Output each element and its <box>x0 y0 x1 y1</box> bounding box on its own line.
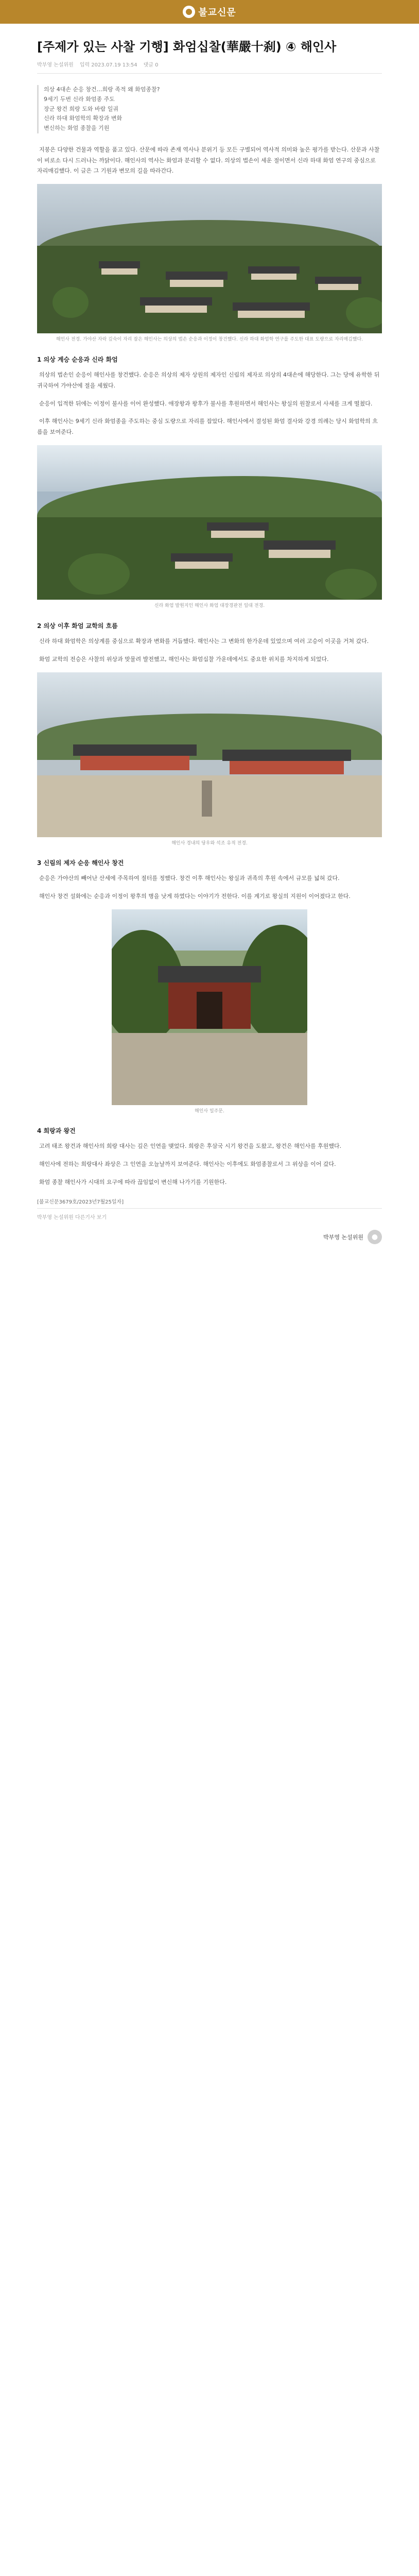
reporter-card[interactable] <box>37 1230 382 1244</box>
subhead-line: 변신하는 화엄 종찰을 기원 <box>44 124 110 131</box>
paragraph: 화엄 교학의 전승은 사찰의 위상과 맞물려 발전했고, 해인사는 화엄십찰 가운데에서도 중요한 위치를 차지하게 되었다. <box>39 655 329 663</box>
photo-caption: 해인사 일주문. <box>195 1108 224 1114</box>
author[interactable]: 박부영 논설위원 <box>37 62 74 69</box>
article-meta <box>37 60 382 74</box>
section-heading: 1 의상 계승 순응과 신라 화엄 <box>37 355 118 363</box>
section-heading: 4 희랑과 왕건 <box>37 1127 76 1135</box>
paragraph: 고려 태조 왕건과 해인사의 희랑 대사는 깊은 인연을 맺었다. 희랑은 후삼국 시기 왕건을 도왔고, 왕건은 해인사를 후원했다. <box>39 1143 342 1150</box>
section-heading: 3 신림의 제자 순응 해인사 창건 <box>37 859 124 867</box>
paragraph: 순응이 입적한 뒤에는 이정이 불사를 이어 완성했다. 애장왕과 왕후가 불사를 후원하면서 해인사는 왕실의 원찰로서 사세를 크게 떨쳤다. <box>39 400 373 407</box>
issue-note: [불교신문3679호/2023년7월25일자] <box>37 1199 124 1205</box>
article-photo[interactable] <box>37 184 382 333</box>
paragraph: 순응은 가야산의 빼어난 산세에 주목하여 절터를 정했다. 창건 이후 해인사는 왕실과 귀족의 후원 속에서 규모를 넓혀 갔다. <box>39 875 340 882</box>
section-heading: 2 의상 이후 화엄 교학의 흐름 <box>37 622 118 630</box>
subhead-line: 9세기 두번 신라 화엄종 주도 <box>44 95 115 103</box>
subhead-line: 신라 하대 화엄학의 확장과 변화 <box>44 115 123 122</box>
site-header <box>0 0 419 24</box>
reporter-name: 박부영 논설위원 <box>323 1233 363 1241</box>
article-title: [주제가 있는 사찰 기행] 화엄십찰(華嚴十刹) ④ 해인사 <box>37 40 337 54</box>
photo-caption: 해인사 전경. 가야산 자락 깊숙이 자리 잡은 해인사는 의상의 법손 순응과 이정이 창건했다. 신라 하대 화엄학 연구를 주도한 대표 도량으로 자리매김했다. <box>56 337 363 343</box>
reporter-link[interactable]: 박부영 논설위원 다른기사 보기 <box>37 1208 382 1221</box>
subhead-line: 장군 왕건 희랑 도와 바람 일궈 <box>44 105 118 112</box>
logo-icon[interactable] <box>183 6 195 18</box>
published-date: 입력 2023.07.19 13:54 <box>79 62 137 69</box>
photo-caption: 신라 화엄 발원지인 해인사 화엄 대장경판전 일대 전경. <box>154 603 265 609</box>
paragraph: 신라 하대 화엄학은 의상계를 중심으로 확장과 변화를 거듭했다. 해인사는 그 변화의 한가운데 있었으며 여러 고승이 이곳을 거쳐 갔다. <box>39 637 369 645</box>
article-photo[interactable] <box>112 909 307 1105</box>
comment-count[interactable]: 댓글 0 <box>143 62 159 69</box>
paragraph: 해인사에 전하는 희랑대사 좌상은 그 인연을 오늘날까지 보여준다. 해인사는 이후에도 화엄종찰로서 그 위상을 이어 갔다. <box>39 1161 336 1168</box>
paragraph: 의상의 법손인 순응이 해인사를 창건했다. 순응은 의상의 제자 상원의 제자인 신림의 제자로 의상의 4대손에 해당한다. 그는 당에 유학한 뒤 귀국하여 가야산에 절을 세웠다. <box>37 371 380 389</box>
article-photo[interactable] <box>37 672 382 837</box>
article-photo[interactable] <box>37 445 382 600</box>
avatar-icon: ● <box>368 1230 382 1244</box>
site-logo[interactable]: 불교신문 <box>198 7 236 18</box>
paragraph: 화엄 종찰 해인사가 시대의 요구에 따라 끊임없이 변신해 나가기를 기원한다. <box>39 1179 227 1186</box>
photo-caption: 해인사 경내의 당우와 석조 유적 전경. <box>171 840 248 846</box>
article-subhead <box>37 85 382 133</box>
paragraph: 해인사 창건 설화에는 순응과 이정이 왕후의 병을 낫게 하였다는 이야기가 전한다. 이를 계기로 왕실의 지원이 이어졌다고 한다. <box>39 892 351 900</box>
paragraph: 이후 해인사는 9세기 신라 화엄종을 주도하는 중심 도량으로 자리를 잡았다. 해인사에서 결성된 화엄 결사와 강경 의례는 당시 화엄학의 흐름을 보여준다. <box>37 418 378 436</box>
subhead-line: 의상 4대손 순응 창건…희랑 족적 왜 화엄종찰? <box>44 86 160 93</box>
article <box>37 39 382 1244</box>
intro-paragraph: 지붕은 다양한 건물과 역할을 품고 있다. 산문에 따라 존재 역사나 분위기 등 모든 구별되어 역사적 의미와 높은 평가를 받는다. 산문과 사찰이 비로소 다시 드러나는 까닭이다. 해인사의 역사는 화엄과 분리할 수 없다. 의상의 법손이 세운 절이면서 신라 하대 화엄 연구의 중심으로 자리매김했다. 이 글은 그 기원과 변모의 길을 따라간다. <box>37 146 380 175</box>
